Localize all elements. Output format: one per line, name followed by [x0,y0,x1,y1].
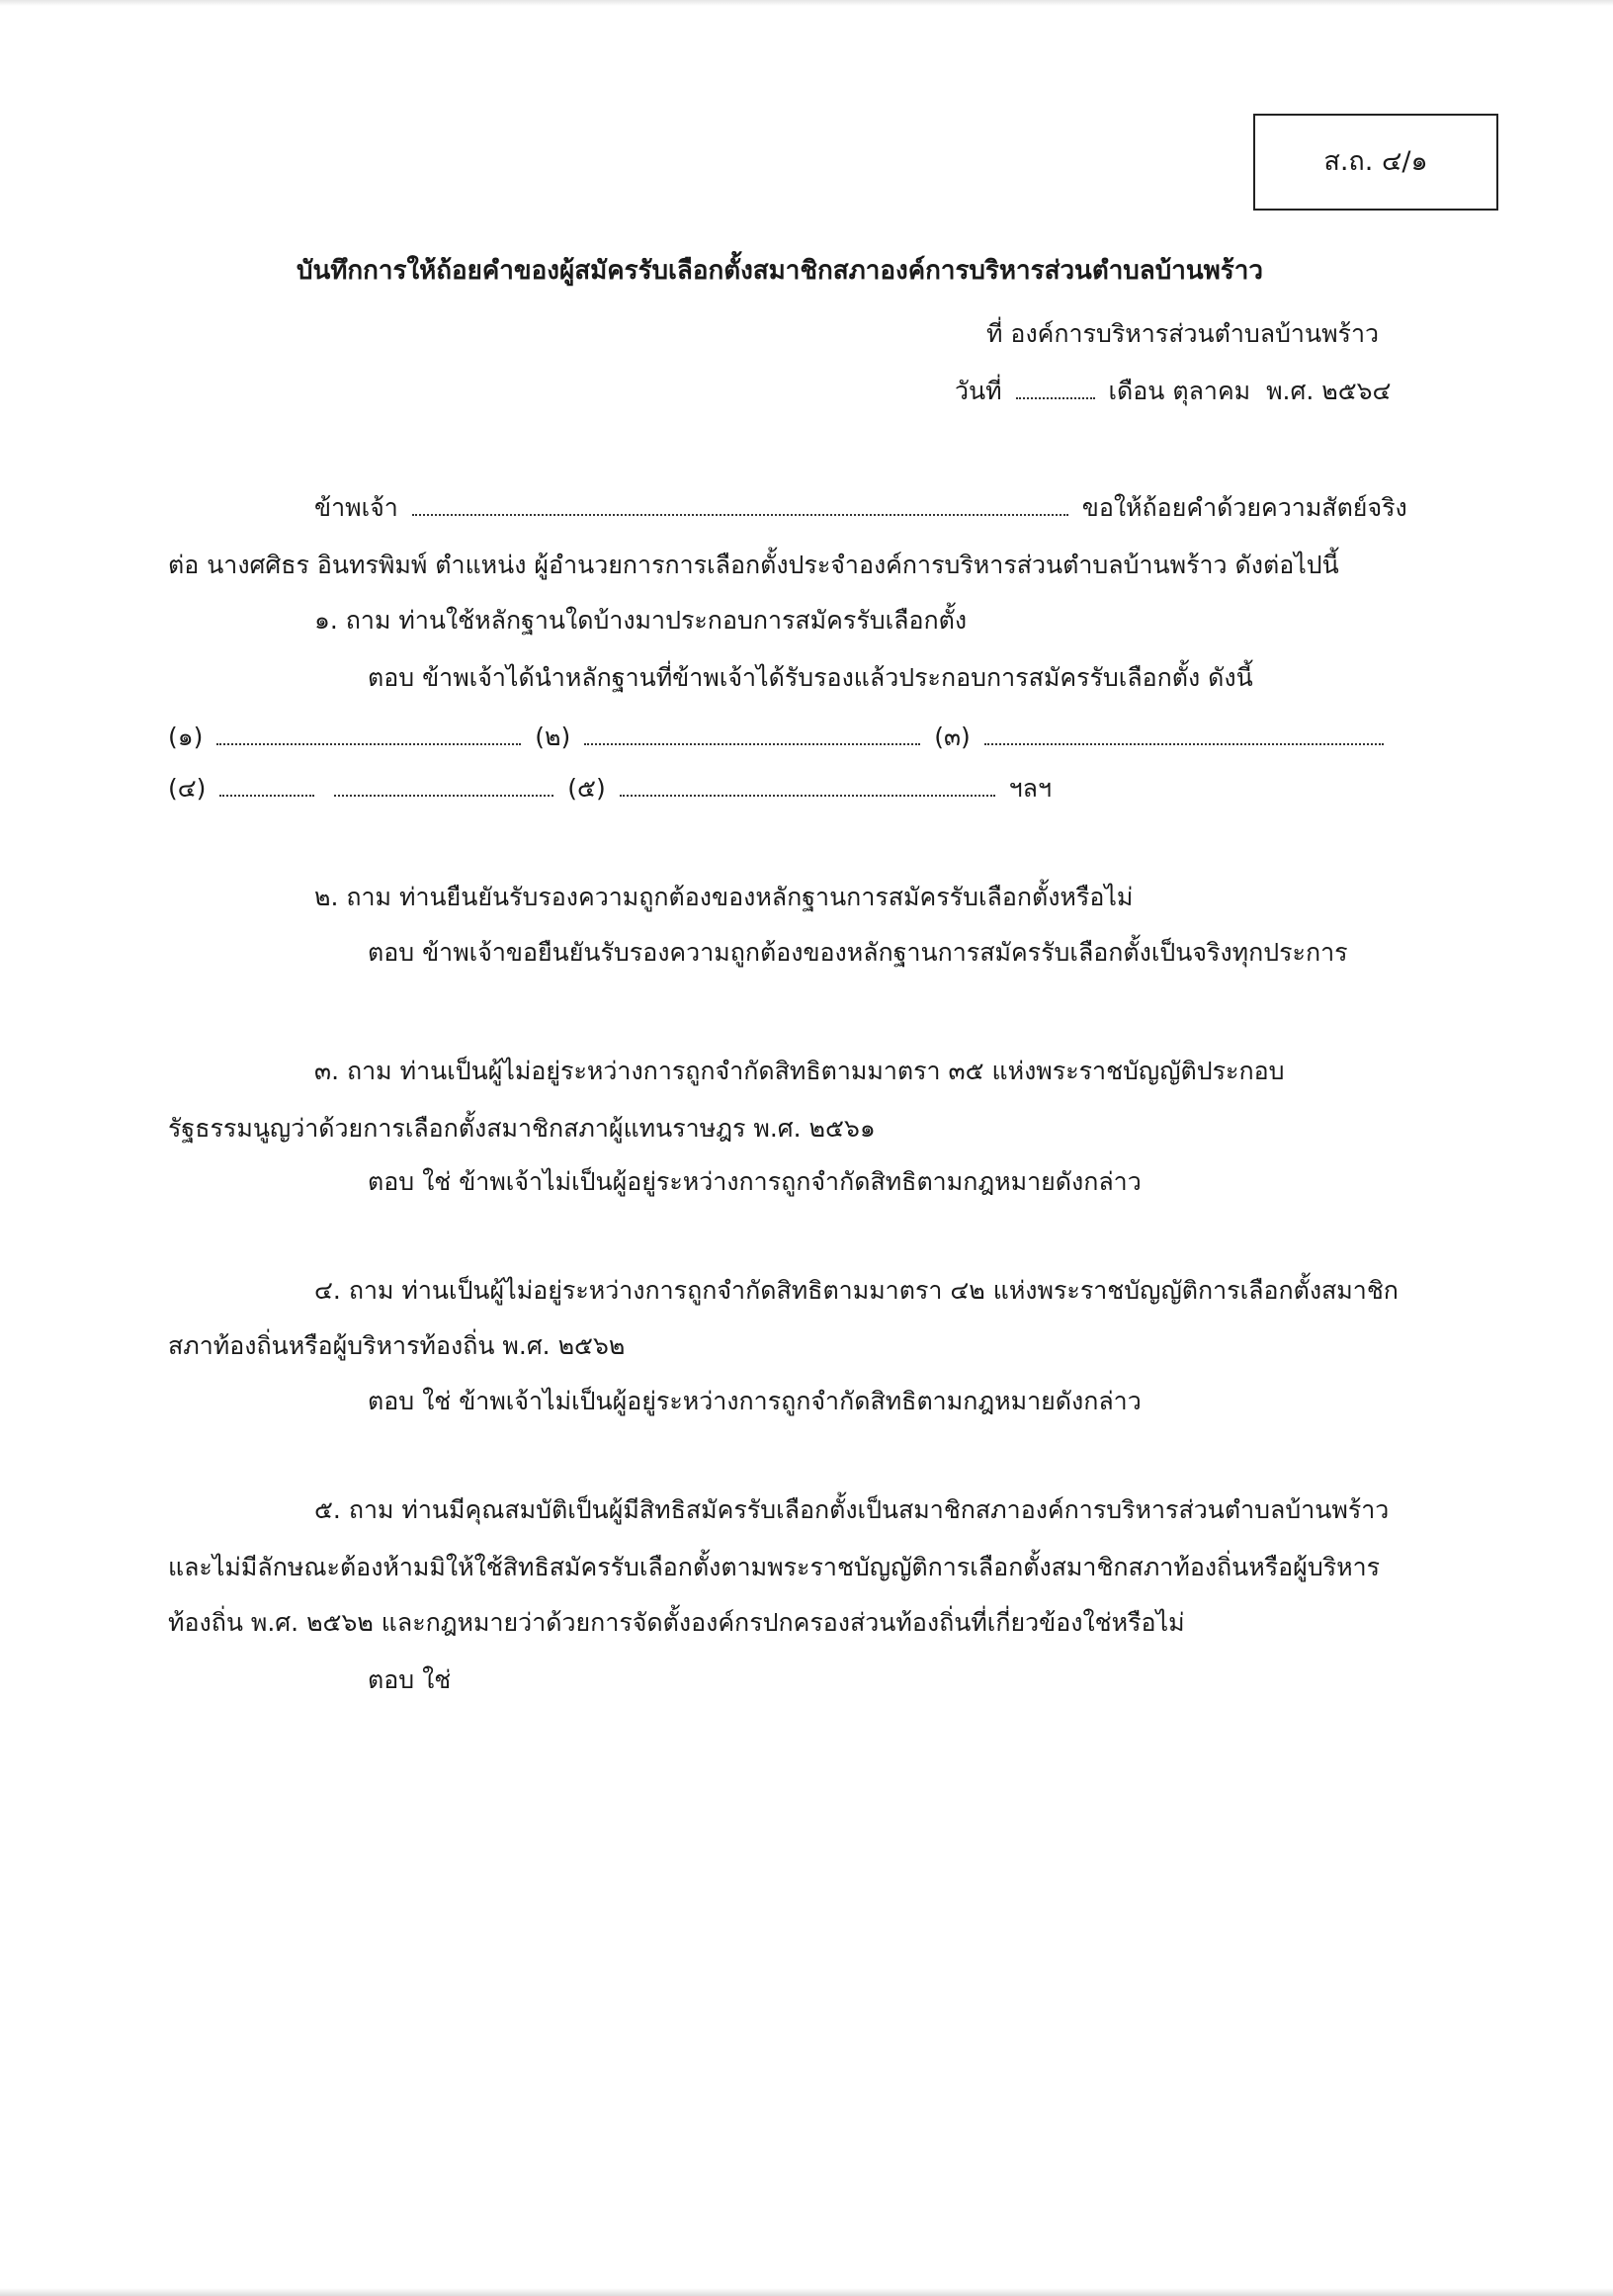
declarant-name-blank[interactable] [412,494,1068,516]
date-line [955,376,1391,408]
q4-question-line2: สภาท้องถิ่นหรือผู้บริหารท้องถิ่น พ.ศ. ๒๕๖๒ [168,1331,626,1360]
q1-item-1-label: (๑) [168,723,204,751]
q1-item-4-blank-b[interactable] [334,775,553,797]
form-code-box [1253,114,1498,211]
q3-answer: ตอบ ใช่ ข้าพเจ้าไม่เป็นผู้อยู่ระหว่างการถูกจำกัดสิทธิตามกฎหมายดังกล่าว [368,1167,1142,1196]
q5-question-line1: ๕. ถาม ท่านมีคุณสมบัติเป็นผู้มีสิทธิสมัครรับเลือกตั้งเป็นสมาชิกสภาองค์การบริหารส่วนตำบลบ้านพร้าว [314,1495,1390,1524]
q4-answer: ตอบ ใช่ ข้าพเจ้าไม่เป็นผู้อยู่ระหว่างการถูกจำกัดสิทธิตามกฎหมายดังกล่าว [368,1387,1142,1415]
form-code: ส.ถ. ๔/๑ [1323,146,1428,178]
q1-answer: ตอบ ข้าพเจ้าได้นำหลักฐานที่ข้าพเจ้าได้รับรองแล้วประกอบการสมัครรับเลือกตั้ง ดังนี้ [368,663,1253,692]
q1-item-4-blank-a[interactable] [219,775,314,797]
q5-question-line3: ท้องถิ่น พ.ศ. ๒๕๖๒ และกฎหมายว่าด้วยการจัดตั้งองค์กรปกครองส่วนท้องถิ่นที่เกี่ยวข้องใช่หรือไม่ [168,1608,1185,1637]
scan-edge-top [0,0,1613,6]
to-line: ต่อ นางศศิธร อินทรพิมพ์ ตำแหน่ง ผู้อำนวยการการเลือกตั้งประจำองค์การบริหารส่วนตำบลบ้านพร้าว ดังต่อไปนี้ [168,551,1339,579]
q3-question-line1: ๓. ถาม ท่านเป็นผู้ไม่อยู่ระหว่างการถูกจำกัดสิทธิตามมาตรา ๓๕ แห่งพระราชบัญญัติประกอบ [314,1057,1285,1085]
declarant-tail: ขอให้ถ้อยคำด้วยความสัตย์จริง [1081,493,1407,522]
date-month-label: เดือน [1108,377,1165,405]
declarant-line [314,492,1407,525]
q1-items-row2 [168,773,1052,806]
q1-items-row1 [168,722,1390,754]
q1-item-2-label: (๒) [535,723,571,751]
q2-answer: ตอบ ข้าพเจ้าขอยืนยันรับรองความถูกต้องของหลักฐานการสมัครรับเลือกตั้งเป็นจริงทุกประการ [368,938,1348,967]
q1-item-3-blank[interactable] [984,723,1384,745]
date-year: ๒๕๖๔ [1321,377,1392,405]
q1-item-5-label: (๕) [567,774,606,803]
scan-edge-bottom [0,2288,1613,2296]
date-month: ตุลาคม [1172,377,1251,405]
q4-question-line1: ๔. ถาม ท่านเป็นผู้ไม่อยู่ระหว่างการถูกจำกัดสิทธิตามมาตรา ๔๒ แห่งพระราชบัญญัติการเลือกตั้งสมาชิก [314,1276,1399,1305]
q1-etc: ฯลฯ [1008,774,1053,803]
q5-question-line2: และไม่มีลักษณะต้องห้ามมิให้ใช้สิทธิสมัครรับเลือกตั้งตามพระราชบัญญัติการเลือกตั้งสมาชิกสภาท้องถิ่นหรือผู้บริหาร [168,1553,1381,1581]
q1-item-3-label: (๓) [934,723,971,751]
q1-item-5-blank[interactable] [620,775,995,797]
q1-item-1-blank[interactable] [216,723,521,745]
date-era-label: พ.ศ. [1266,377,1315,405]
q1-item-4-label: (๔) [168,774,207,803]
q5-answer: ตอบ ใช่ [368,1665,452,1694]
q1-question: ๑. ถาม ท่านใช้หลักฐานใดบ้างมาประกอบการสมัครรับเลือกตั้ง [314,606,968,635]
declarant-label: ข้าพเจ้า [314,493,398,522]
location-line: ที่ องค์การบริหารส่วนตำบลบ้านพร้าว [986,319,1380,348]
q2-question: ๒. ถาม ท่านยืนยันรับรองความถูกต้องของหลักฐานการสมัครรับเลือกตั้งหรือไม่ [314,883,1134,911]
document-title: บันทึกการให้ถ้อยคำของผู้สมัครรับเลือกตั้งสมาชิกสภาองค์การบริหารส่วนตำบลบ้านพร้าว [297,256,1263,286]
date-day-label: วันที่ [955,377,1002,405]
date-day-blank[interactable] [1016,378,1095,399]
q1-item-2-blank[interactable] [584,723,920,745]
q3-question-line2: รัฐธรรมนูญว่าด้วยการเลือกตั้งสมาชิกสภาผู้แทนราษฎร พ.ศ. ๒๕๖๑ [168,1114,876,1143]
